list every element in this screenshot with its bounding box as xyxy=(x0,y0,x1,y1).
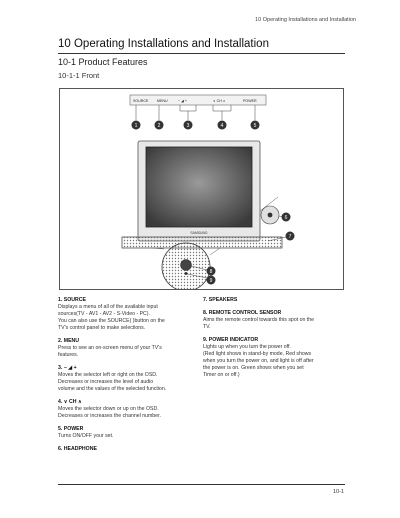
title-rule xyxy=(58,53,345,54)
item-title: 7. SPEAKERS xyxy=(203,297,238,303)
speaker-grille xyxy=(122,237,282,248)
callout-9 xyxy=(207,276,216,285)
svg-text:7: 7 xyxy=(288,234,292,240)
headphone-jack xyxy=(268,213,273,218)
callout-2 xyxy=(155,121,164,130)
item-line: Displays a menu of all of the available input xyxy=(58,304,158,310)
callout-6 xyxy=(282,213,291,222)
item-title: 8. REMOTE CONTROL SENSOR xyxy=(203,310,282,316)
item-line: features. xyxy=(58,352,79,358)
left-description-column xyxy=(58,297,198,459)
callout-3 xyxy=(184,121,193,130)
svg-text:4: 4 xyxy=(220,123,224,129)
panel-source-label: SOURCE xyxy=(133,99,149,103)
remote-sensor xyxy=(181,260,192,271)
svg-text:6: 6 xyxy=(284,215,288,221)
item-speakers xyxy=(203,297,343,304)
power-indicator xyxy=(185,272,188,275)
item-line: sources(TV - AV1 - AV2 - S-Video - PC). xyxy=(58,311,150,317)
svg-text:8: 8 xyxy=(209,269,213,275)
item-line: TV's control panel to make selections. xyxy=(58,325,146,331)
callout-8 xyxy=(207,267,216,276)
page-number: 10-1 xyxy=(332,489,344,495)
tv-screen xyxy=(146,147,252,227)
item-line: volume and the values of the selected function. xyxy=(58,386,167,392)
item-line: Aims the remote control towards this spot on the xyxy=(203,317,315,323)
item-line: (Red light shows in stand-by mode, Red shows xyxy=(203,351,312,357)
brand-logo: SAMSUNG xyxy=(190,231,208,235)
running-head: 10 Operating Installations and Installation xyxy=(255,17,356,23)
item-line: Moves the selector left or right on the OSD. xyxy=(58,372,158,378)
item-line: Moves the selector down or up on the OSD. xyxy=(58,406,159,412)
footer-rule xyxy=(58,484,345,485)
item-title: 3. − ◢ + xyxy=(58,365,77,371)
panel-menu-label: MENU xyxy=(157,99,168,103)
item-line: when you turn the power on, and light is off after xyxy=(203,358,314,364)
subsection-title: 10-1-1 Front xyxy=(58,71,100,80)
item-line: TV. xyxy=(203,324,211,330)
svg-text:2: 2 xyxy=(157,123,161,129)
item-line: Turns ON/OFF your set. xyxy=(58,433,114,439)
item-line: Decreases or increases the channel number. xyxy=(58,413,161,419)
callout-7 xyxy=(286,232,295,241)
item-title: 9. POWER INDICATOR xyxy=(203,337,259,343)
item-channel xyxy=(58,399,198,420)
callout-1 xyxy=(132,121,141,130)
item-source xyxy=(58,297,198,332)
section-title: 10-1 Product Features xyxy=(58,57,148,67)
item-line: Lights up when you turn the power off. xyxy=(203,344,291,350)
callout-5 xyxy=(251,121,260,130)
item-title: 6. HEADPHONE xyxy=(58,446,97,452)
panel-power-label: POWER xyxy=(243,99,257,103)
panel-channel-label: ∨ CH ∧ xyxy=(213,99,226,103)
item-line: Timer on or off.) xyxy=(203,372,240,378)
svg-text:9: 9 xyxy=(209,278,213,284)
item-title: 1. SOURCE xyxy=(58,297,86,303)
item-title: 5. POWER xyxy=(58,426,84,432)
panel-leader-lines xyxy=(136,105,255,120)
panel-volume-label: − ◢ + xyxy=(178,99,187,103)
tv-front-illustration xyxy=(60,89,343,289)
item-line: You can also use the SOURCE( )button on the xyxy=(58,318,165,324)
item-power xyxy=(58,426,198,440)
item-title: 2. MENU xyxy=(58,338,80,344)
item-line: Press to see an on-screen menu of your TV's xyxy=(58,345,162,351)
item-power-indicator xyxy=(203,337,343,379)
svg-text:3: 3 xyxy=(186,123,190,129)
item-menu xyxy=(58,338,198,359)
right-description-column xyxy=(203,297,343,385)
chapter-title: 10 Operating Installations and Installation xyxy=(58,38,269,50)
svg-text:5: 5 xyxy=(253,123,257,129)
item-headphone xyxy=(58,446,198,453)
tv-front-figure xyxy=(59,88,344,290)
item-volume xyxy=(58,365,198,393)
item-line: Decreases or increases the level of audio xyxy=(58,379,154,385)
item-title: 4. ∨ CH ∧ xyxy=(58,399,82,405)
svg-text:1: 1 xyxy=(134,123,138,129)
callout-4 xyxy=(218,121,227,130)
item-remote-sensor xyxy=(203,310,343,331)
item-line: the power is on. Green shows when you set xyxy=(203,365,304,371)
